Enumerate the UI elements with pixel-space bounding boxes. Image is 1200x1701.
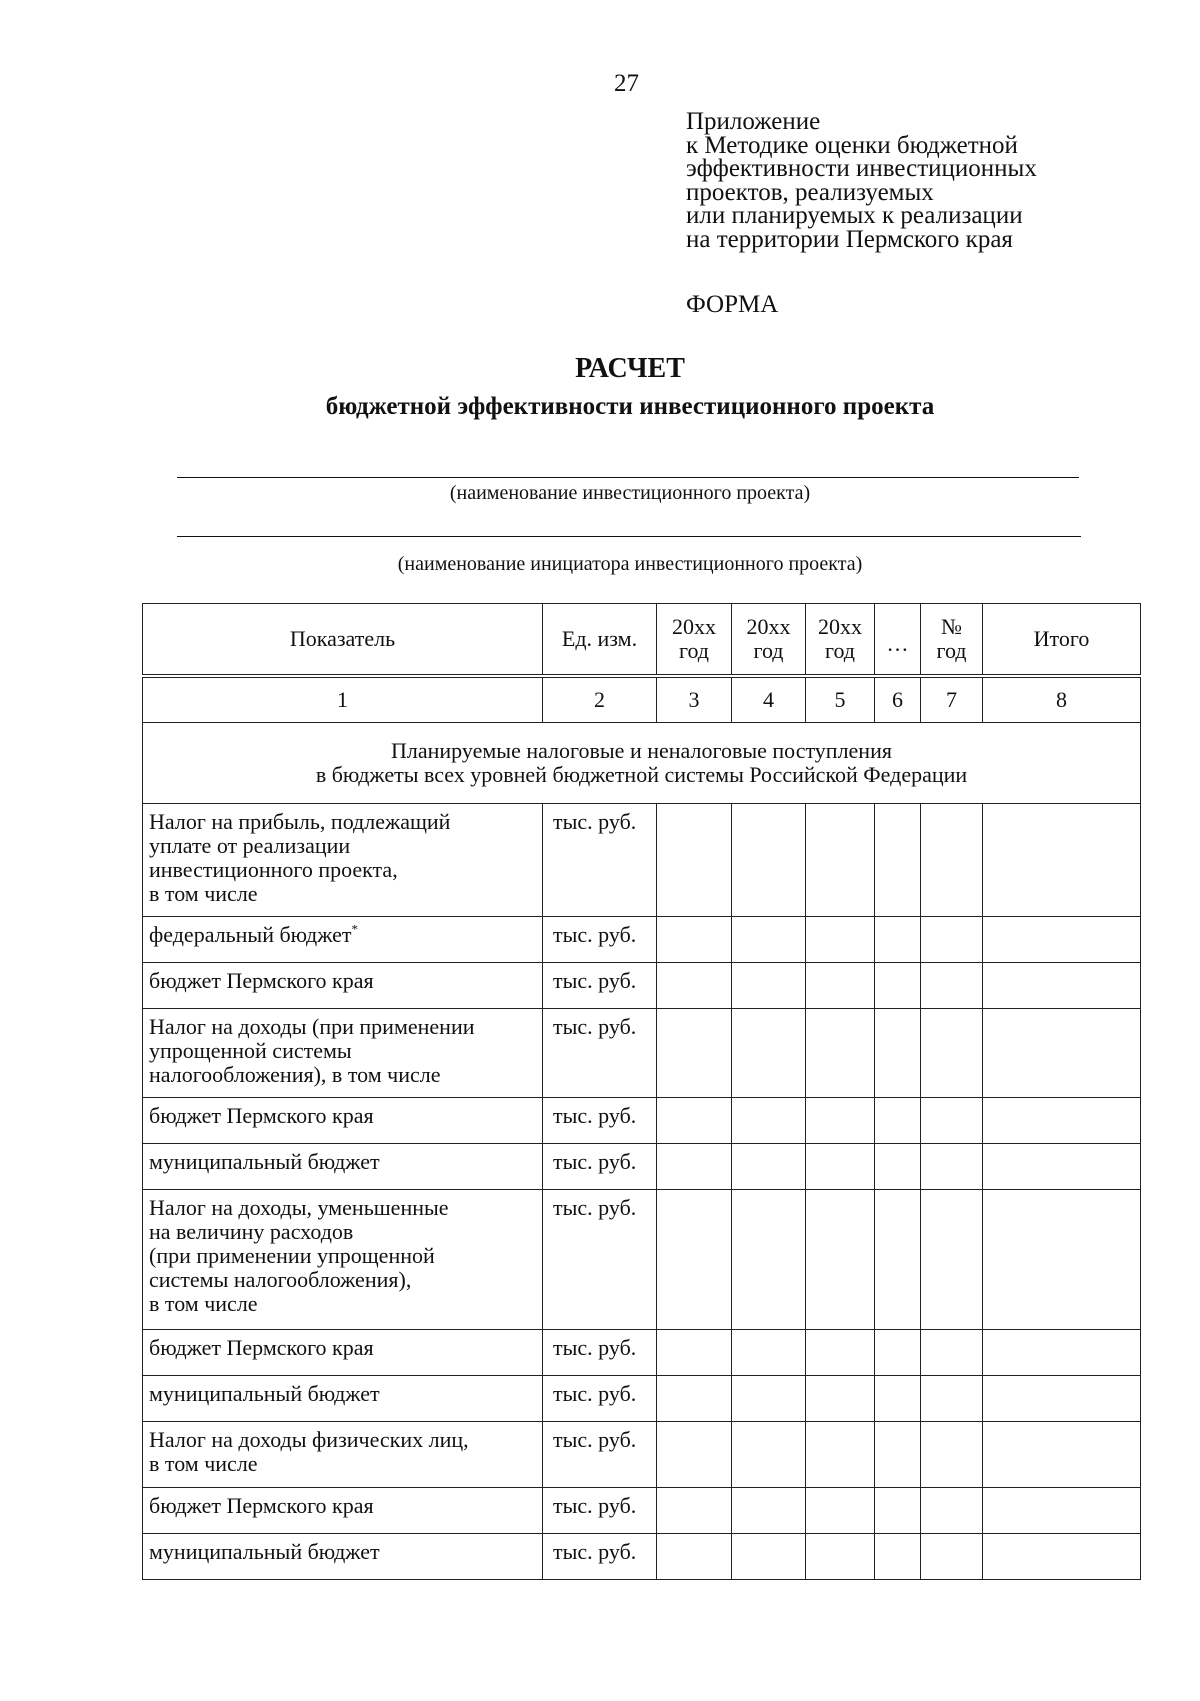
indicator-line: Налог на прибыль, подлежащий — [149, 809, 451, 834]
page-number: 27 — [614, 70, 639, 97]
indicator-line: Налог на доходы (при применении — [149, 1014, 475, 1039]
value-cell[interactable] — [657, 963, 732, 1009]
value-cell[interactable] — [921, 804, 983, 917]
value-cell[interactable] — [875, 1376, 921, 1422]
indicator-line: упрощенной системы — [149, 1038, 352, 1063]
indicator-line: муниципальный бюджет — [149, 1149, 380, 1174]
appendix-line: эффективности инвестиционных — [686, 155, 1037, 182]
appendix-line: на территории Пермского края — [686, 225, 1013, 253]
value-cell[interactable] — [657, 804, 732, 917]
header-year-n — [921, 604, 983, 677]
value-cell[interactable] — [875, 1488, 921, 1534]
indicator-line: (при применении упрощенной — [149, 1243, 435, 1268]
value-cell[interactable] — [732, 1488, 806, 1534]
indicator-line: налогообложения), в том числе — [149, 1062, 441, 1087]
value-cell[interactable] — [921, 1422, 983, 1488]
header-year-3-bottom: год — [824, 638, 856, 663]
value-cell[interactable] — [983, 1376, 1141, 1422]
value-cell[interactable] — [732, 1009, 806, 1098]
value-cell[interactable] — [875, 1098, 921, 1144]
header-indicator: Показатель — [143, 604, 543, 677]
indicator-line: уплате от реализации — [149, 833, 351, 858]
value-cell[interactable] — [983, 1098, 1141, 1144]
value-cell[interactable] — [732, 1144, 806, 1190]
column-number: 4 — [732, 676, 806, 723]
column-number: 5 — [806, 676, 875, 723]
table-row — [143, 1009, 1141, 1098]
indicator-cell — [143, 1330, 543, 1376]
form-label: ФОРМА — [686, 291, 779, 318]
section-title — [143, 723, 1141, 804]
column-number: 2 — [543, 676, 657, 723]
value-cell[interactable] — [921, 917, 983, 963]
appendix-line: проектов, реализуемых — [686, 178, 934, 206]
indicator-cell — [143, 1534, 543, 1580]
indicator-cell — [143, 1376, 543, 1422]
value-cell[interactable] — [657, 1098, 732, 1144]
indicator-line: в том числе — [149, 881, 258, 906]
value-cell[interactable] — [875, 963, 921, 1009]
value-cell[interactable] — [657, 1009, 732, 1098]
value-cell[interactable] — [875, 1330, 921, 1376]
indicator-cell — [143, 1422, 543, 1488]
table-row — [143, 804, 1141, 917]
indicator-line: муниципальный бюджет — [149, 1381, 380, 1406]
table-row — [143, 963, 1141, 1009]
value-cell[interactable] — [921, 1190, 983, 1330]
value-cell[interactable] — [732, 1422, 806, 1488]
table-header-row — [143, 604, 1141, 677]
initiator-caption: (наименование инициатора инвестиционного проекта) — [397, 553, 863, 575]
header-year-2-bottom: год — [753, 638, 784, 663]
indicator-line: Налог на доходы физических лиц, — [149, 1427, 469, 1452]
value-cell[interactable] — [875, 1144, 921, 1190]
table-row — [143, 1534, 1141, 1580]
header-year-n-top: № — [941, 614, 962, 639]
value-cell[interactable] — [806, 1488, 875, 1534]
project-name-line[interactable] — [177, 477, 1079, 478]
value-cell[interactable] — [657, 1488, 732, 1534]
indicator-line: в том числе — [149, 1451, 258, 1476]
indicator-cell — [143, 917, 543, 963]
value-cell[interactable] — [732, 963, 806, 1009]
value-cell[interactable] — [875, 1534, 921, 1580]
column-number: 7 — [921, 676, 983, 723]
value-cell[interactable] — [921, 1330, 983, 1376]
indicator-line: бюджет Пермского края — [149, 1335, 374, 1360]
indicator-line — [149, 923, 536, 947]
indicator-line: бюджет Пермского края — [149, 1103, 374, 1128]
initiator-name-line[interactable] — [177, 536, 1081, 537]
indicator-cell — [143, 1098, 543, 1144]
header-ellipsis-text: … — [886, 631, 909, 656]
value-cell[interactable] — [806, 1098, 875, 1144]
value-cell[interactable] — [657, 1376, 732, 1422]
appendix-line: Приложение — [686, 108, 821, 135]
value-cell[interactable] — [875, 1422, 921, 1488]
indicator-cell — [143, 1144, 543, 1190]
value-cell[interactable] — [806, 963, 875, 1009]
value-cell[interactable] — [983, 804, 1141, 917]
value-cell[interactable] — [657, 1330, 732, 1376]
value-cell[interactable] — [657, 917, 732, 963]
value-cell[interactable] — [921, 1534, 983, 1580]
column-number: 6 — [875, 676, 921, 723]
value-cell[interactable] — [806, 1376, 875, 1422]
value-cell[interactable] — [875, 1009, 921, 1098]
unit-cell: тыс. руб. — [543, 1422, 657, 1488]
value-cell[interactable] — [983, 963, 1141, 1009]
value-cell[interactable] — [983, 1190, 1141, 1330]
header-ellipsis — [875, 604, 921, 677]
value-cell[interactable] — [806, 1190, 875, 1330]
value-cell[interactable] — [983, 1330, 1141, 1376]
value-cell[interactable] — [732, 1098, 806, 1144]
header-unit: Ед. изм. — [543, 604, 657, 677]
unit-cell: тыс. руб. — [543, 1098, 657, 1144]
value-cell[interactable] — [983, 1009, 1141, 1098]
value-cell[interactable] — [732, 917, 806, 963]
indicator-cell — [143, 804, 543, 917]
unit-cell: тыс. руб. — [543, 804, 657, 917]
section-title-line: в бюджеты всех уровней бюджетной системы Российской Федерации — [315, 762, 968, 787]
calculation-table — [142, 603, 1141, 1580]
table-row — [143, 1376, 1141, 1422]
header-year-1-top: 20хх — [672, 614, 716, 639]
value-cell[interactable] — [983, 1534, 1141, 1580]
indicator-cell — [143, 1009, 543, 1098]
value-cell[interactable] — [921, 1098, 983, 1144]
value-cell[interactable] — [921, 1144, 983, 1190]
table-row — [143, 1488, 1141, 1534]
unit-cell: тыс. руб. — [543, 963, 657, 1009]
value-cell[interactable] — [806, 1144, 875, 1190]
unit-cell: тыс. руб. — [543, 1376, 657, 1422]
section-title-line: Планируемые налоговые и неналоговые поступления — [391, 738, 892, 763]
value-cell[interactable] — [732, 1190, 806, 1330]
document-subtitle: бюджетной эффективности инвестиционного проекта — [325, 393, 935, 420]
value-cell[interactable] — [875, 917, 921, 963]
table-row — [143, 1330, 1141, 1376]
unit-cell: тыс. руб. — [543, 1330, 657, 1376]
header-year-3 — [806, 604, 875, 677]
indicator-line: системы налогообложения), — [149, 1267, 412, 1292]
value-cell[interactable] — [806, 1534, 875, 1580]
value-cell[interactable] — [657, 1144, 732, 1190]
indicator-line: бюджет Пермского края — [149, 968, 374, 993]
value-cell[interactable] — [921, 1376, 983, 1422]
value-cell[interactable] — [732, 1376, 806, 1422]
unit-cell: тыс. руб. — [543, 917, 657, 963]
unit-cell: тыс. руб. — [543, 1009, 657, 1098]
indicator-line: на величину расходов — [149, 1219, 354, 1244]
header-year-2 — [732, 604, 806, 677]
value-cell[interactable] — [657, 1534, 732, 1580]
indicator-text: федеральный бюджет — [149, 922, 352, 947]
value-cell[interactable] — [732, 804, 806, 917]
value-cell[interactable] — [806, 917, 875, 963]
column-number: 8 — [983, 676, 1141, 723]
appendix-line: или планируемых к реализации — [686, 202, 1023, 229]
header-year-3-top: 20хх — [818, 614, 862, 639]
value-cell[interactable] — [657, 1422, 732, 1488]
footnote-mark: * — [351, 921, 358, 937]
column-numbers-row — [143, 676, 1141, 723]
value-cell[interactable] — [983, 1488, 1141, 1534]
column-number: 3 — [657, 676, 732, 723]
indicator-line: Налог на доходы, уменьшенные — [149, 1195, 449, 1220]
table-row — [143, 1190, 1141, 1330]
section-header-row — [143, 723, 1141, 804]
header-year-2-top: 20хх — [746, 614, 791, 639]
project-name-caption: (наименование инвестиционного проекта) — [449, 482, 811, 504]
indicator-line: муниципальный бюджет — [149, 1539, 380, 1564]
value-cell[interactable] — [875, 804, 921, 917]
value-cell[interactable] — [806, 804, 875, 917]
value-cell[interactable] — [806, 1009, 875, 1098]
value-cell[interactable] — [983, 1422, 1141, 1488]
value-cell[interactable] — [806, 1422, 875, 1488]
indicator-line: бюджет Пермского края — [149, 1493, 374, 1518]
value-cell[interactable] — [921, 963, 983, 1009]
unit-cell: тыс. руб. — [543, 1534, 657, 1580]
header-year-1-bottom: год — [678, 638, 710, 663]
header-year-n-bottom: год — [936, 638, 967, 663]
unit-cell: тыс. руб. — [543, 1144, 657, 1190]
unit-cell: тыс. руб. — [543, 1488, 657, 1534]
appendix-note — [686, 110, 1037, 251]
document-title: РАСЧЕТ — [575, 353, 685, 384]
appendix-line: к Методике оценки бюджетной — [686, 131, 1018, 159]
indicator-cell — [143, 1488, 543, 1534]
indicator-line: в том числе — [149, 1291, 258, 1316]
value-cell[interactable] — [875, 1190, 921, 1330]
value-cell[interactable] — [657, 1190, 732, 1330]
value-cell[interactable] — [921, 1488, 983, 1534]
indicator-cell — [143, 1190, 543, 1330]
table-row — [143, 917, 1141, 963]
table-row — [143, 1422, 1141, 1488]
indicator-cell — [143, 963, 543, 1009]
value-cell[interactable] — [732, 1534, 806, 1580]
column-number: 1 — [143, 676, 543, 723]
header-total: Итого — [983, 604, 1141, 677]
indicator-line: инвестиционного проекта, — [149, 857, 398, 882]
value-cell[interactable] — [921, 1009, 983, 1098]
table-row — [143, 1098, 1141, 1144]
value-cell[interactable] — [806, 1330, 875, 1376]
unit-cell: тыс. руб. — [543, 1190, 657, 1330]
table-row — [143, 1144, 1141, 1190]
header-year-1 — [657, 604, 732, 677]
value-cell[interactable] — [732, 1330, 806, 1376]
value-cell[interactable] — [983, 917, 1141, 963]
value-cell[interactable] — [983, 1144, 1141, 1190]
